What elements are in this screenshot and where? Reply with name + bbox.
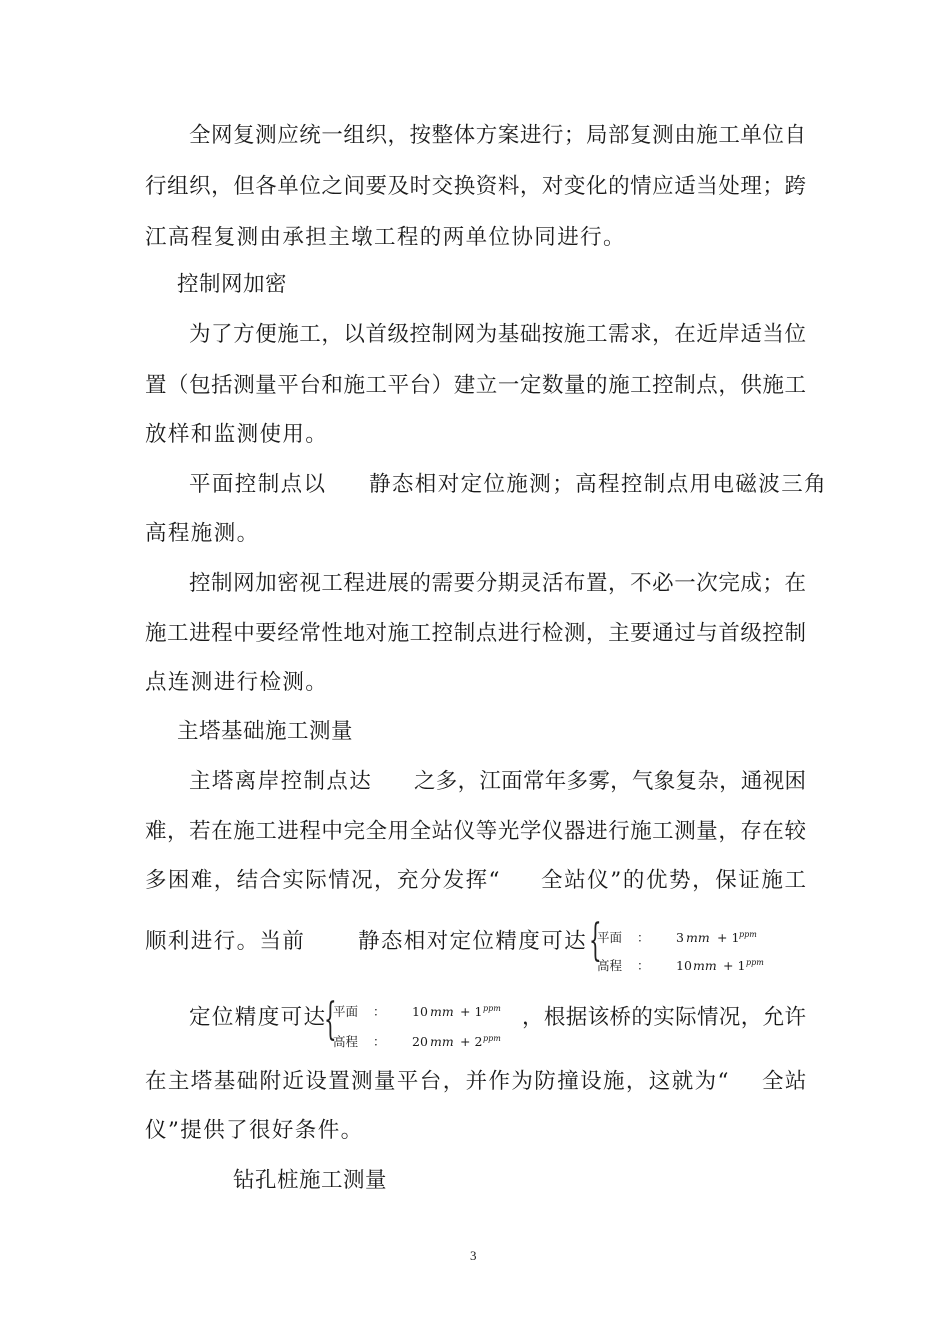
- formula-value: 10: [676, 958, 692, 973]
- paragraph-line: 之多，江面常年多雾，气象复杂，通视困: [414, 769, 806, 794]
- paragraph-line: 平面控制点以: [189, 472, 327, 497]
- paragraph-line: 点连测进行检测。: [145, 670, 329, 695]
- formula-plus: + 1: [717, 930, 740, 945]
- paragraph-line: 多困难，结合实际情况，充分发挥“: [145, 868, 501, 893]
- paragraph-line: 置（包括测量平台和施工平台）建立一定数量的施工控制点，供施工: [145, 373, 806, 398]
- formula-unit: mm: [686, 930, 710, 945]
- formula-plus: + 1: [723, 958, 746, 973]
- formula-plus: + 2: [460, 1034, 483, 1049]
- formula-colon: ：: [373, 1034, 386, 1049]
- formula-label: 平面: [597, 930, 623, 945]
- paragraph-line: ，根据该桥的实际情况，允许: [522, 1005, 806, 1030]
- brace-symbol: {: [324, 994, 337, 1045]
- formula-value: 3: [676, 930, 684, 945]
- formula-colon: ：: [637, 958, 650, 973]
- formula-unit: mm: [430, 1004, 454, 1019]
- paragraph-line: 静态相对定位精度可达: [358, 929, 588, 954]
- paragraph-line: 为了方便施工，以首级控制网为基础按施工需求，在近岸适当位: [189, 322, 806, 347]
- paragraph-line: 施工进程中要经常性地对施工控制点进行检测，主要通过与首级控制: [145, 621, 806, 646]
- section-heading: 钻孔桩施工测量: [233, 1168, 388, 1193]
- formula-value: 20: [412, 1034, 428, 1049]
- formula-ppm: ppm: [483, 1004, 501, 1013]
- paragraph-line: 在主塔基础附近设置测量平台，并作为防撞设施，这就为“: [145, 1069, 730, 1094]
- paragraph-line: 主塔离岸控制点达: [189, 769, 373, 794]
- paragraph-line: 静态相对定位施测；高程控制点用电磁波三角: [369, 472, 828, 497]
- paragraph-line: 行组织，但各单位之间要及时交换资料，对变化的情应适当处理；跨: [145, 174, 806, 199]
- formula-colon: ：: [637, 930, 650, 945]
- paragraph-line: 江高程复测由承担主墩工程的两单位协同进行。: [145, 225, 626, 250]
- paragraph-line: 控制网加密视工程进展的需要分期灵活布置，不必一次完成；在: [189, 571, 806, 596]
- formula-unit: mm: [693, 958, 717, 973]
- paragraph-line: 高程施测。: [145, 521, 260, 546]
- formula-ppm: ppm: [483, 1034, 501, 1043]
- section-heading: 主塔基础施工测量: [177, 719, 354, 744]
- formula-label: 高程: [597, 958, 623, 973]
- section-heading: 控制网加密: [177, 272, 288, 297]
- formula-ppm: ppm: [746, 958, 764, 967]
- paragraph-line: 难，若在施工进程中完全用全站仪等光学仪器进行施工测量，存在较: [145, 819, 806, 844]
- paragraph-line: 顺利进行。当前: [145, 929, 306, 954]
- brace-symbol: {: [589, 915, 602, 966]
- formula-colon: ：: [373, 1004, 386, 1019]
- paragraph-line: 仪”提供了很好条件。: [145, 1118, 364, 1143]
- formula-plus: + 1: [460, 1004, 483, 1019]
- formula-label: 高程: [333, 1034, 359, 1049]
- paragraph-line: 全站: [762, 1069, 808, 1094]
- paragraph-line: 放样和监测使用。: [145, 422, 329, 447]
- paragraph-line: 全站仪”的优势，保证施工: [541, 868, 806, 893]
- formula-ppm: ppm: [739, 930, 757, 939]
- formula-label: 平面: [333, 1004, 359, 1019]
- formula-unit: mm: [430, 1034, 454, 1049]
- page-number: 3: [470, 1248, 477, 1263]
- paragraph-line: 全网复测应统一组织，按整体方案进行；局部复测由施工单位自: [189, 123, 806, 148]
- paragraph-line: 定位精度可达: [189, 1005, 327, 1030]
- formula-value: 10: [412, 1004, 428, 1019]
